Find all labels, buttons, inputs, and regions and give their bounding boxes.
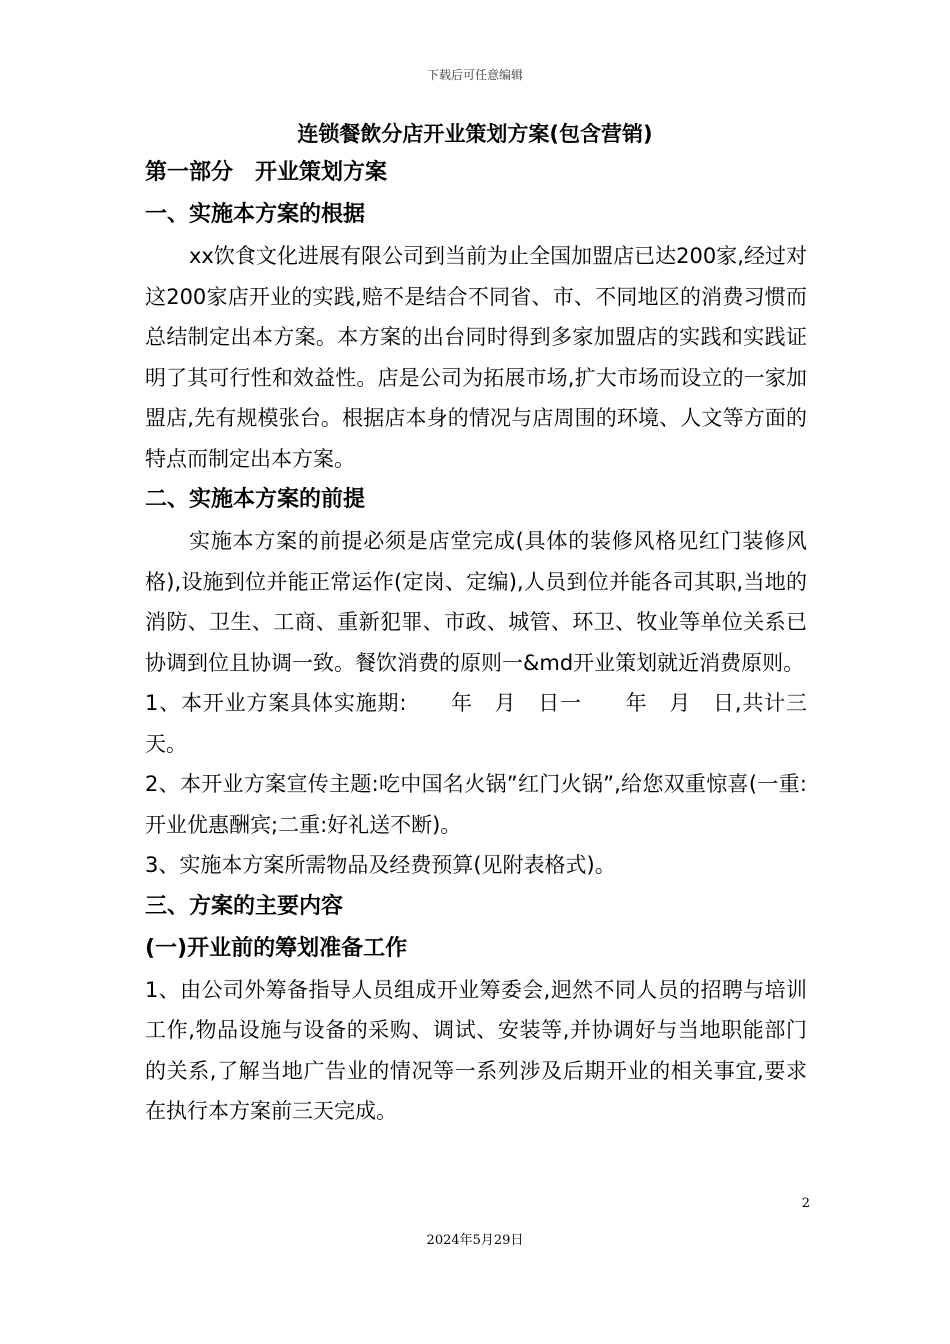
section-heading-3: 三、方案的主要内容: [145, 893, 344, 919]
section-1-paragraph: xx饮食文化进展有限公司到当前为止全国加盟店已达200家,经过对这200家店开业的实践,赔不是结合不同省、市、不同地区的消费习惯而总结制定出本方案。本方案的出台同时得到多家加盟店的实践和实践证明了其可行性和效益性。店是公司为拓展市场,扩大市场而设立的一家加盟店,先有规模张台。根据店本身的情况与店周围的环境、人文等方面的特点而制定出本方案。: [145, 244, 807, 471]
section-2-paragraph: 实施本方案的前提必须是店堂完成(具体的装修风格见红门装修风格),设施到位并能正常运作(定岗、定编),人员到位并能各司其职,当地的消防、卫生、工商、重新犯罪、市政、城管、环卫、牧业等单位关系已协调到位且协调一致。餐饮消费的原则一&md开业策划就近消费原则。: [145, 529, 807, 675]
list-item-1: 1、本开业方案具体实施期: 年 月 日一 年 月 日,共计三天。: [145, 691, 807, 756]
page-number: 2: [801, 1196, 810, 1211]
footer-date: 2024年5月29日: [426, 1233, 524, 1248]
document-body: [145, 152, 807, 1132]
page-header: 下载后可任意编辑: [426, 68, 523, 82]
section-heading-2: 二、实施本方案的前提: [145, 487, 366, 512]
list-item-2: 2、本开业方案宣传主题:吃中国名火锅”红门火锅”,给您双重惊喜(一重:开业优惠酬宾;二重:好礼送不断)。: [145, 772, 807, 837]
list-item-3: 3、实施本方案所需物品及经费预算(见附表格式)。: [145, 853, 616, 877]
document-title: 连锁餐飲分店开业策划方案(包含营销): [297, 122, 653, 146]
subsection-heading-1: (一)开业前的筹划准备工作: [145, 935, 408, 961]
section-heading-1: 一、实施本方案的根据: [145, 202, 366, 227]
part-heading: 第一部分 开业策划方案: [145, 160, 388, 185]
section-3-paragraph: 1、由公司外筹备指导人员组成开业筹委会,迥然不同人员的招聘与培训工作,物品设施与设备的采购、调试、安装等,并协调好与当地职能部门的关系,了解当地广告业的情况等一系列涉及后期开业的相关事宜,要求在执行本方案前三天完成。: [145, 977, 807, 1123]
